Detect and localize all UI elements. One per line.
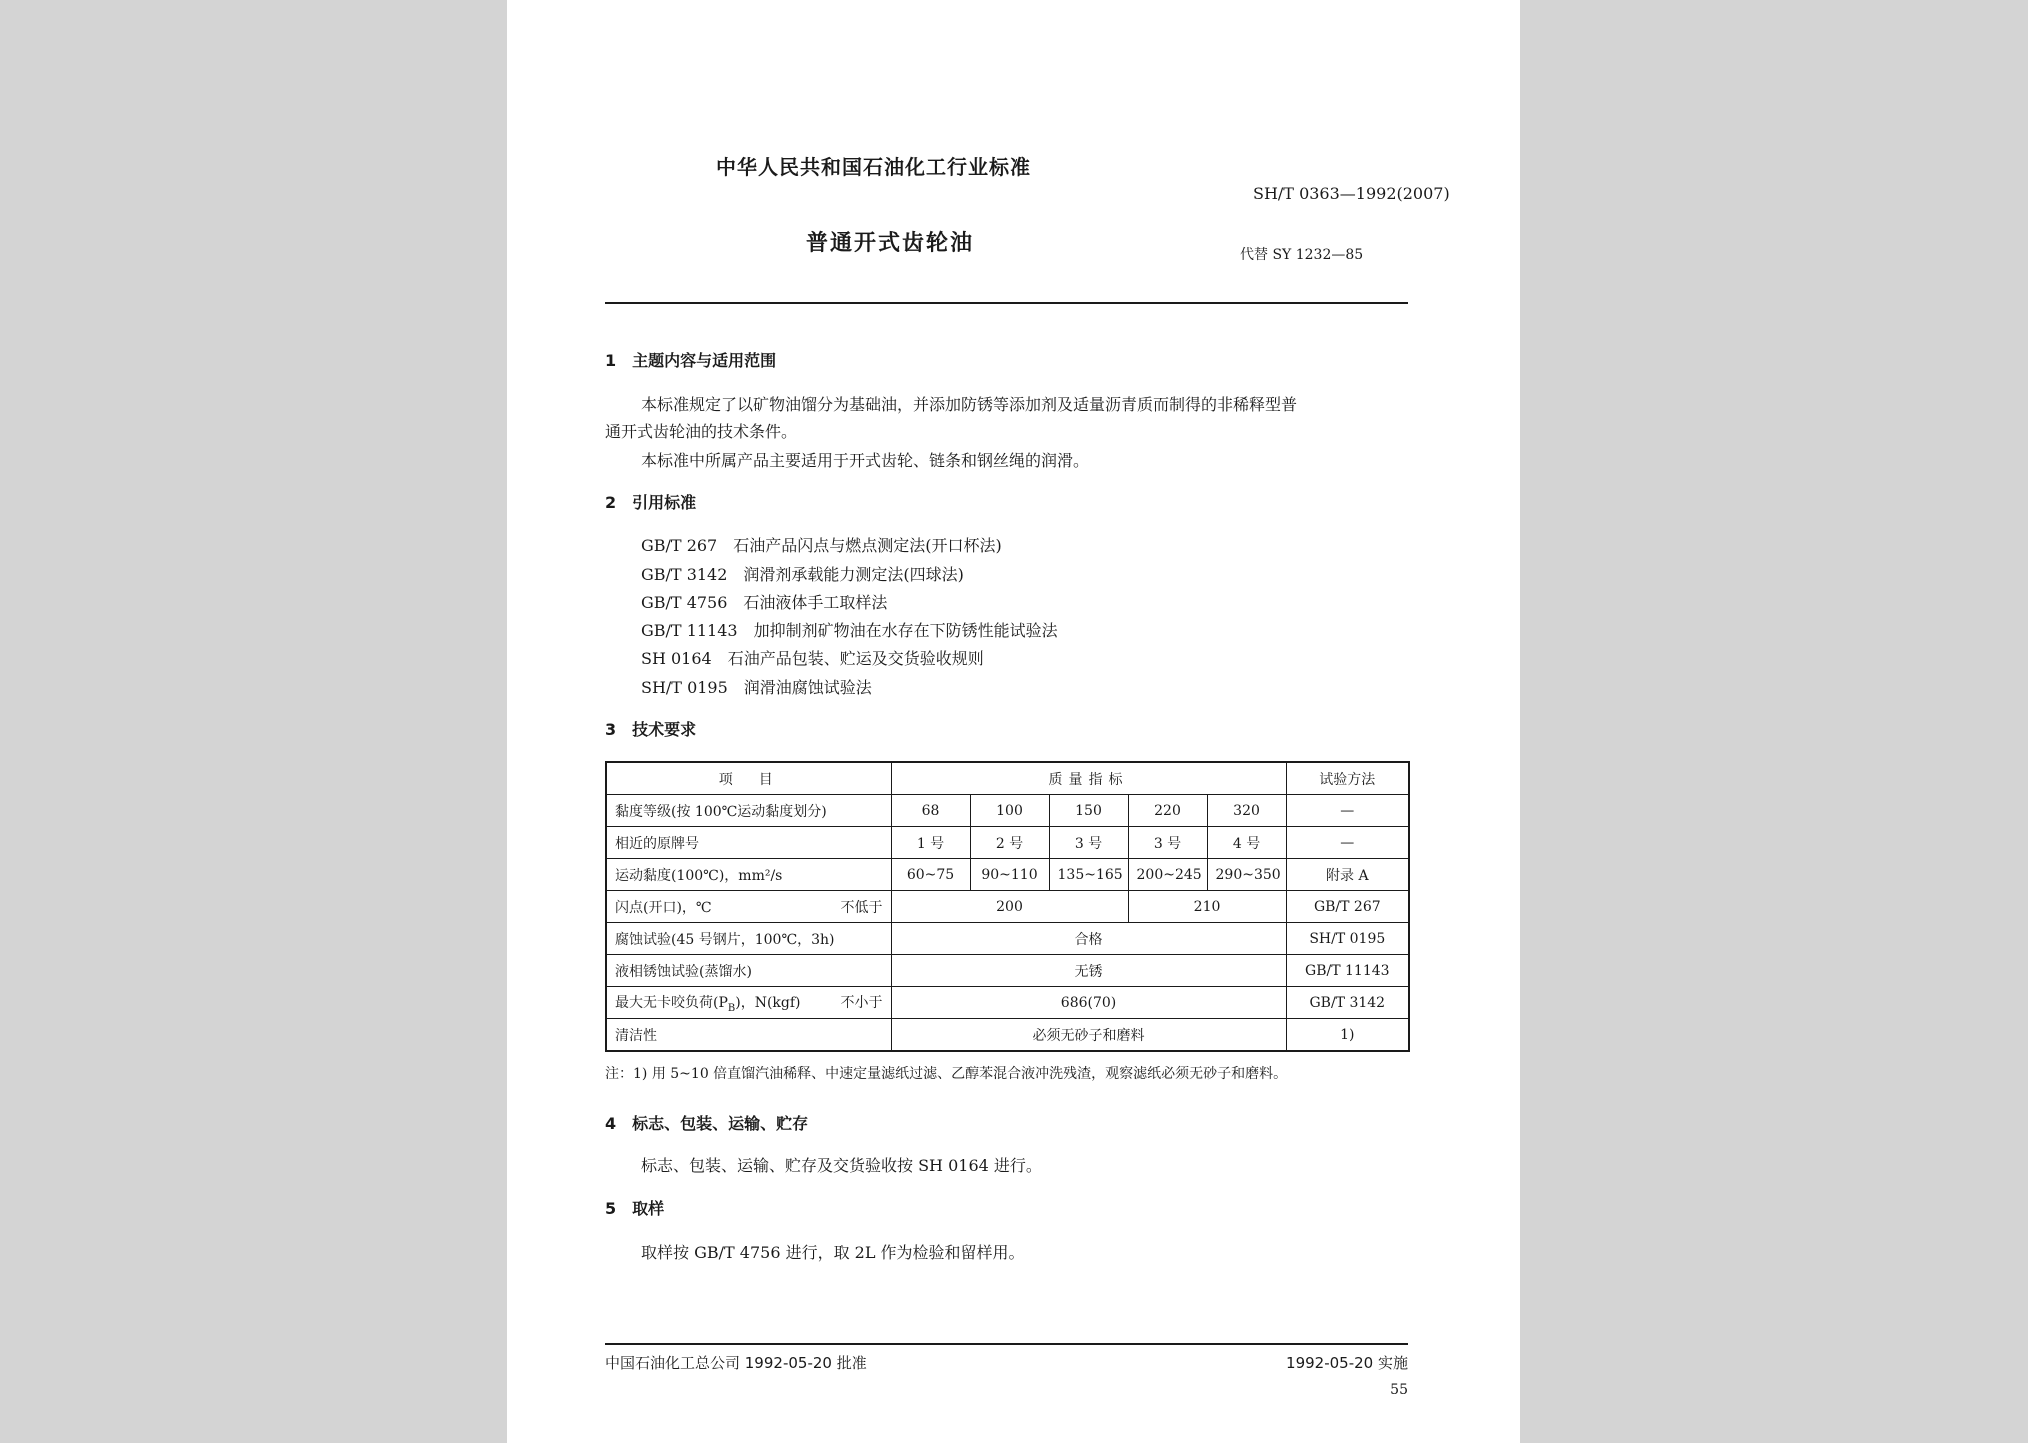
reference-item: GB/T 11143 加抑制剂矿物油在水存在下防锈性能试验法 [641,621,1058,640]
reference-item: GB/T 267 石油产品闪点与燃点测定法(开口杯法) [641,536,1002,555]
table-cell: 无锈 [891,955,1286,987]
header-method: 试验方法 [1286,762,1409,795]
table-cell: 150 [1049,795,1128,827]
table-cell: 686(70) [891,987,1286,1019]
load-label-subscript: B [727,1002,736,1014]
table-row [606,795,1409,827]
table-cell: 200~245 [1128,859,1207,891]
table-row [606,891,1409,923]
header-quality: 质量指标 [891,762,1286,795]
technical-requirements-table [605,761,1410,1052]
header-rule [605,302,1408,304]
row-label [606,891,891,923]
table-cell: GB/T 11143 [1286,955,1409,987]
section-4-paragraph: 标志、包装、运输、贮存及交货验收按 SH 0164 进行。 [641,1156,1042,1175]
table-cell: GB/T 3142 [1286,987,1409,1019]
header-item: 项 目 [606,762,891,795]
table-row [606,859,1409,891]
section-1-heading: 1 主题内容与适用范围 [605,351,777,370]
page-number: 55 [1390,1382,1408,1398]
reference-item: SH/T 0195 润滑油腐蚀试验法 [641,678,872,697]
load-label: 最大无卡咬负荷(P [615,994,728,1011]
table-row [606,987,1409,1019]
effective-date: 1992-05-20 实施 [1286,1354,1408,1372]
table-cell: 290~350 [1207,859,1286,891]
row-label: 清洁性 [606,1019,891,1052]
table-cell: 1 号 [891,827,970,859]
section-3-heading: 3 技术要求 [605,720,697,739]
table-cell: 220 [1128,795,1207,827]
table-cell: 3 号 [1049,827,1128,859]
table-row [606,923,1409,955]
section-5-paragraph: 取样按 GB/T 4756 进行，取 2L 作为检验和留样用。 [641,1243,1025,1262]
table-cell: 3 号 [1128,827,1207,859]
replaces-note: 代替 SY 1232—85 [1240,247,1364,263]
document-title: 普通开式齿轮油 [806,231,975,256]
standard-number: SH/T 0363—1992(2007) [1253,184,1450,203]
row-qualifier: 不低于 [840,899,883,916]
approval-line: 中国石油化工总公司 1992-05-20 批准 [605,1354,867,1372]
table-cell: 90~110 [970,859,1049,891]
table-row [606,955,1409,987]
table-cell: 60~75 [891,859,970,891]
document-page [507,0,1520,1443]
reference-item: SH 0164 石油产品包装、贮运及交货验收规则 [641,649,984,668]
footer-rule [605,1343,1408,1345]
table-cell: GB/T 267 [1286,891,1409,923]
table-cell: 4 号 [1207,827,1286,859]
table-cell: — [1286,795,1409,827]
reference-item: GB/T 3142 润滑剂承载能力测定法(四球法) [641,565,964,584]
row-label: 黏度等级(按 100℃运动黏度划分) [606,795,891,827]
row-label: 运动黏度(100℃)，mm²/s [606,859,891,891]
org-title: 中华人民共和国石油化工行业标准 [716,155,1031,179]
section-1-paragraph: 本标准规定了以矿物油馏分为基础油，并添加防锈等添加剂及适量沥青质而制得的非稀释型普 [641,395,1298,414]
reference-item: GB/T 4756 石油液体手工取样法 [641,593,888,612]
section-5-heading: 5 取样 [605,1199,665,1218]
row-label: 相近的原牌号 [606,827,891,859]
section-1-paragraph: 通开式齿轮油的技术条件。 [605,422,798,441]
table-cell: 100 [970,795,1049,827]
table-cell: 2 号 [970,827,1049,859]
table-cell: 合格 [891,923,1286,955]
table-cell: 320 [1207,795,1286,827]
section-4-heading: 4 标志、包装、运输、贮存 [605,1114,809,1133]
section-1-paragraph: 本标准中所属产品主要适用于开式齿轮、链条和钢丝绳的润滑。 [641,451,1090,470]
row-label [606,987,891,1019]
table-cell: 附录 A [1286,859,1409,891]
table-row [606,827,1409,859]
row-qualifier: 不小于 [840,994,883,1011]
table-header-row [606,762,1409,795]
table-cell: — [1286,827,1409,859]
table-cell: 68 [891,795,970,827]
table-row [606,1019,1409,1052]
load-label-tail: )，N(kgf) [735,994,801,1011]
table-cell: 200 [891,891,1128,923]
row-label-text [615,992,801,1014]
table-cell: 210 [1128,891,1286,923]
row-label: 液相锈蚀试验(蒸馏水) [606,955,891,987]
row-label: 腐蚀试验(45 号钢片，100℃，3h) [606,923,891,955]
table-cell: 1) [1286,1019,1409,1052]
table-note: 注：1) 用 5~10 倍直馏汽油稀释、中速定量滤纸过滤、乙醇苯混合液冲洗残渣，观察滤纸必须无砂子和磨料。 [605,1066,1288,1082]
table-cell: SH/T 0195 [1286,923,1409,955]
table-cell: 必须无砂子和磨料 [891,1019,1286,1052]
table-cell: 135~165 [1049,859,1128,891]
row-label-text: 闪点(开口)，℃ [615,899,712,916]
section-2-heading: 2 引用标准 [605,493,697,512]
